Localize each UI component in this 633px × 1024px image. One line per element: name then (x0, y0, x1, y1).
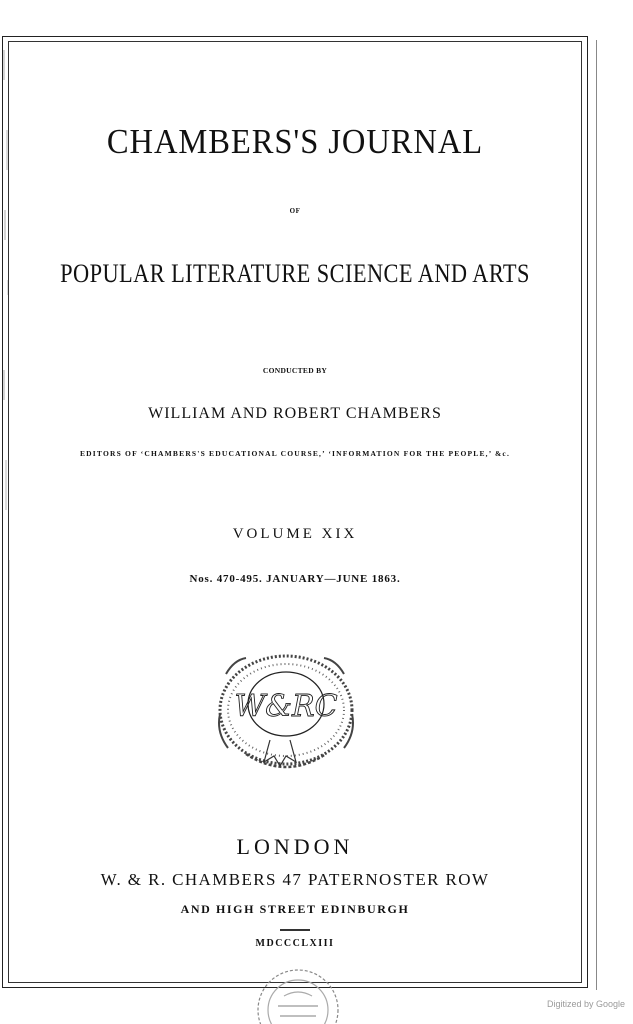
page-edge-line (596, 40, 597, 990)
library-stamp (250, 966, 346, 1024)
issue-range: Nos. 470-495. JANUARY—JUNE 1863. (189, 573, 401, 585)
publication-place: LONDON (236, 834, 354, 859)
divider-rule (280, 929, 310, 931)
wreath-monogram-emblem (206, 644, 366, 780)
conducted-by-label: CONDUCTED BY (262, 366, 328, 375)
journal-subtitle: POPULAR LITERATURE SCIENCE AND ARTS (60, 259, 530, 288)
volume-number: VOLUME XIX (232, 526, 358, 542)
publisher-address: W. & R. CHAMBERS 47 PATERNOSTER ROW (100, 870, 490, 889)
monogram-text: W&RC (234, 689, 338, 724)
publication-year: MDCCCLXIII (255, 938, 335, 949)
journal-title: CHAMBERS'S JOURNAL (106, 122, 484, 161)
digitized-watermark: Digitized by Google (546, 999, 625, 1009)
publisher-street: AND HIGH STREET EDINBURGH (180, 902, 410, 916)
editors-names: WILLIAM AND ROBERT CHAMBERS (148, 405, 442, 422)
title-connector: OF (289, 207, 301, 215)
editors-credentials: EDITORS OF ‘CHAMBERS'S EDUCATIONAL COURSE,’ ‘INFORMATION FOR THE PEOPLE,’ &c. (79, 449, 511, 458)
